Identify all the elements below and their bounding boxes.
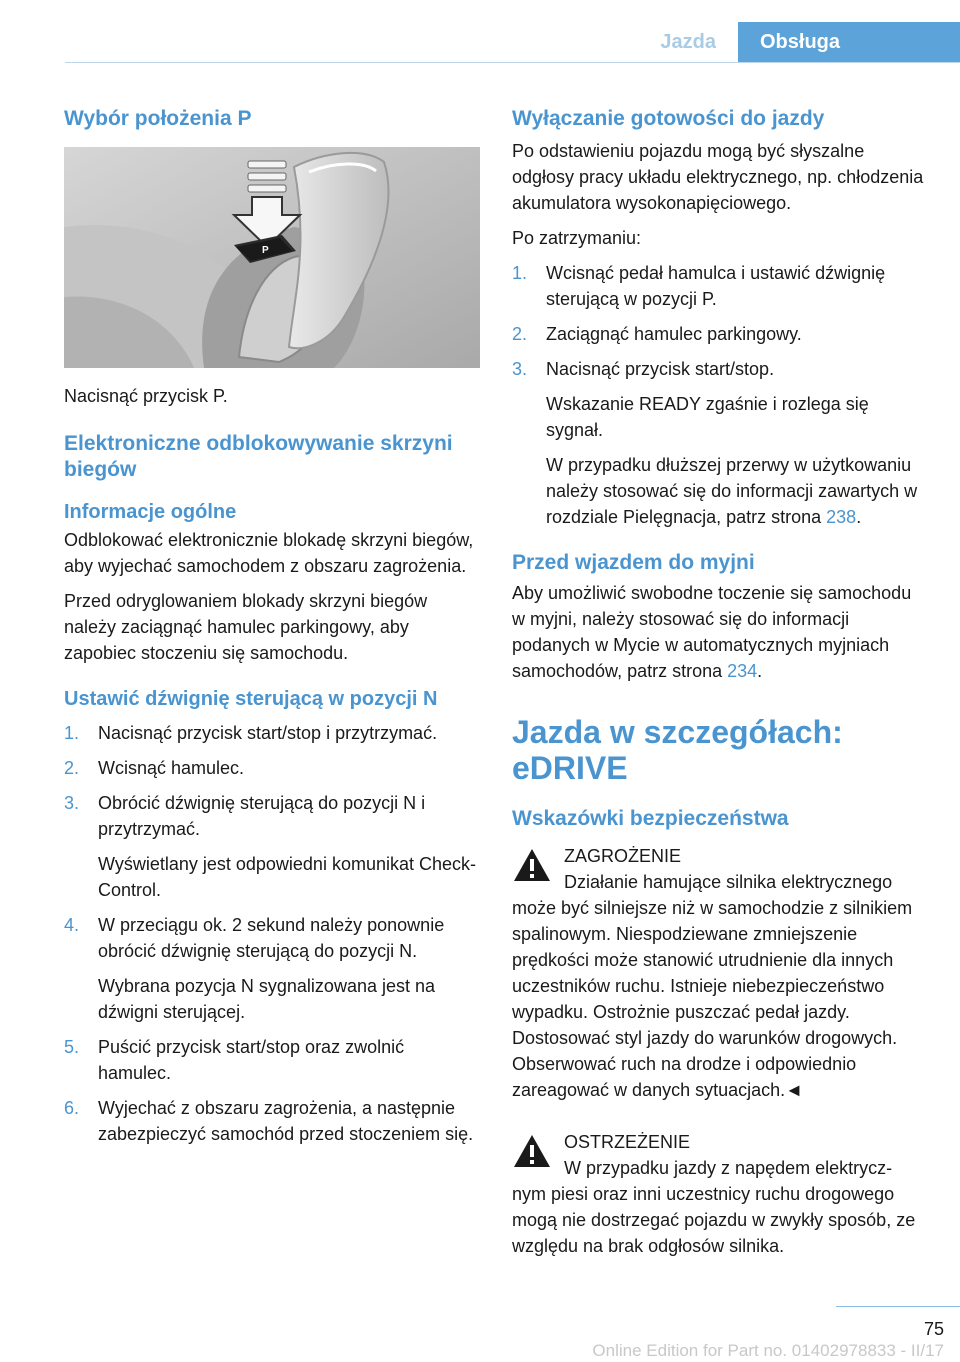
step-text: Nacisnąć przycisk start/stop. bbox=[546, 359, 775, 379]
list-item bbox=[64, 1095, 480, 1147]
step-text: Obrócić dźwignię sterującą do pozycji N i przytrzymać. bbox=[98, 793, 426, 839]
drive-off-paragraph-1: Po odstawieniu pojazdu mogą być słyszalne odgłosy pracy układu elektrycznego, np. chłodzenia akumulatora wysokonapięciowego. bbox=[512, 141, 924, 213]
tab-chapter: Obsługa bbox=[738, 22, 960, 62]
heading-set-n: Ustawić dźwignię sterującą w pozycji N bbox=[64, 688, 438, 710]
drive-off-paragraph-2: Po zatrzymaniu: bbox=[512, 228, 642, 248]
step-number: 1. bbox=[64, 723, 80, 743]
step-number: 2. bbox=[64, 758, 80, 778]
p-button-label: P bbox=[262, 245, 269, 256]
heading-car-wash: Przed wjazdem do myjni bbox=[512, 551, 755, 574]
list-item bbox=[64, 1034, 480, 1086]
heading-edrive: Jazda w szczegółach: eDRIVE bbox=[512, 714, 843, 786]
warning-triangle-icon bbox=[512, 1133, 552, 1169]
list-item bbox=[64, 790, 480, 903]
heading-select-p: Wybór położenia P bbox=[64, 107, 252, 130]
drive-off-steps bbox=[512, 260, 926, 530]
step-text: Puścić przycisk start/stop oraz zwolnić hamulec. bbox=[98, 1037, 405, 1083]
warning-text-first-line: Działanie hamujące silnika elektrycznego bbox=[564, 872, 893, 892]
heading-safety: Wskazówki bezpieczeństwa bbox=[512, 807, 789, 830]
header-tabs bbox=[636, 22, 960, 62]
page-link-234[interactable]: 234 bbox=[727, 661, 758, 681]
footer-rule bbox=[836, 1306, 960, 1307]
page-link-238[interactable]: 238 bbox=[826, 507, 857, 527]
step-text: Zaciągnąć hamulec parkingowy. bbox=[546, 324, 802, 344]
select-p-text: Nacisnąć przycisk P. bbox=[64, 386, 228, 406]
warning-title: ZAGROŻENIE bbox=[564, 846, 682, 866]
step-number: 2. bbox=[512, 324, 528, 344]
step-number: 3. bbox=[64, 793, 80, 813]
list-item bbox=[512, 356, 926, 530]
list-item bbox=[512, 321, 926, 347]
right-column bbox=[512, 100, 926, 1259]
edition-footer: Online Edition for Part no. 01402978833 - II/17 bbox=[592, 1341, 944, 1360]
step-number: 6. bbox=[64, 1098, 80, 1118]
step-note: Wskazanie READY zgaśnie i rozlega się sygnał. bbox=[546, 394, 869, 440]
car-wash-end: . bbox=[757, 661, 763, 681]
warning-danger bbox=[512, 843, 926, 1103]
list-item bbox=[64, 720, 480, 746]
step-text: Nacisnąć przycisk start/stop i przytrzymać. bbox=[98, 723, 438, 743]
step-note-reference bbox=[546, 452, 926, 530]
header-rule bbox=[65, 62, 960, 63]
warning-text: może być silniejsze niż w samochodzie z silnikiem spalinowym. Niespodziewane zmniejszenie prędkości może stanowić utrudnienie dla innych uczestników ruchu. Istnieje niebezpieczeństwo wypadku. Ostrożnie puszczać pedał jazdy. Dostosować styl jazdy do warunków drogowych. Obserwować ruch na drodze i odpowiednio zareagować w danych sytuacjach.◄ bbox=[512, 898, 913, 1100]
heading-drive-off: Wyłączanie gotowości do jazdy bbox=[512, 107, 825, 130]
general-paragraph-2: Przed odryglowaniem blokady skrzyni biegów należy zaciągnąć hamulec parkingowy, aby zapobiec stoczeniu się samochodu. bbox=[64, 591, 428, 663]
warning-caution bbox=[512, 1129, 926, 1259]
tab-section: Jazda bbox=[660, 31, 716, 53]
step-text: W przeciągu ok. 2 sekund należy ponownie obrócić dźwignię sterującą do pozycji N. bbox=[98, 915, 445, 961]
gear-selector-illustration bbox=[64, 147, 480, 368]
reference-text: W przypadku dłuższej przerwy w użytkowaniu należy stosować się do informacji zawartych w rozdziale Pielęgnacja, patrz strona bbox=[546, 455, 918, 527]
list-item bbox=[512, 260, 926, 312]
car-wash-paragraph bbox=[512, 580, 926, 684]
step-text: Wcisnąć pedał hamulca i ustawić dźwignię sterującą w pozycji P. bbox=[546, 263, 886, 309]
list-item bbox=[64, 755, 480, 781]
step-note: Wyświetlany jest odpowiedni komunikat Check-Control. bbox=[98, 854, 476, 900]
step-number: 1. bbox=[512, 263, 528, 283]
general-paragraph-1: Odblokować elektronicznie blokadę skrzyni biegów, aby wyjechać samochodem z obszaru zagrożenia. bbox=[64, 530, 474, 576]
step-number: 3. bbox=[512, 359, 528, 379]
step-text: Wcisnąć hamulec. bbox=[98, 758, 245, 778]
warning-text: nym piesi oraz inni uczestnicy ruchu drogowego mogą nie dostrzegać pojazdu w zwykły sposób, ze względu na brak odgłosów silnika. bbox=[512, 1184, 916, 1256]
warning-text-first-line: W przypadku jazdy z napędem elektrycz- bbox=[564, 1158, 893, 1178]
warning-triangle-icon bbox=[512, 847, 552, 883]
list-item bbox=[64, 912, 480, 1025]
set-n-steps bbox=[64, 720, 480, 1147]
left-column bbox=[64, 100, 480, 1147]
warning-title: OSTRZEŻENIE bbox=[564, 1132, 691, 1152]
step-number: 5. bbox=[64, 1037, 80, 1057]
heading-electronic-unlock: Elektroniczne odblokowywanie skrzyni biegów bbox=[64, 432, 453, 481]
reference-end: . bbox=[856, 507, 862, 527]
page-number: 75 bbox=[923, 1319, 944, 1339]
gear-selector-photo bbox=[64, 147, 480, 368]
step-text: Wyjechać z obszaru zagrożenia, a następnie zabezpieczyć samochód przed stoczeniem się. bbox=[98, 1098, 474, 1144]
heading-general-info: Informacje ogólne bbox=[64, 501, 237, 523]
step-number: 4. bbox=[64, 915, 80, 935]
car-wash-text: Aby umożliwić swobodne toczenie się samochodu w myjni, należy stosować się do informacji podanych w Mycie w automatycznych myjniach samochodów, patrz strona bbox=[512, 583, 912, 681]
step-note: Wybrana pozycja N sygnalizowana jest na dźwigni sterującej. bbox=[98, 976, 436, 1022]
